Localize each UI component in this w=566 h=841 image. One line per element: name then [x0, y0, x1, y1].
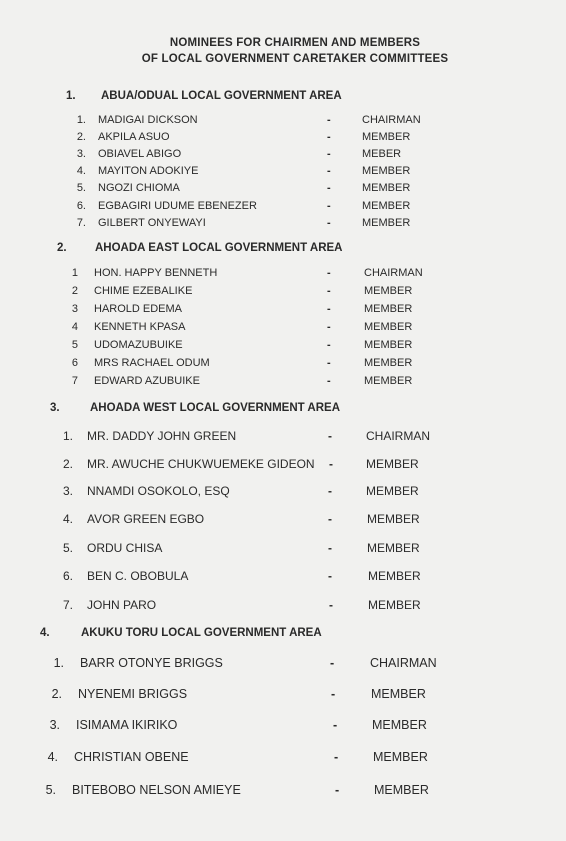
nominee-name: MR. AWUCHE CHUKWUEMEKE GIDEON — [87, 457, 315, 471]
item-number: 2. — [62, 457, 73, 471]
item-number: 6. — [62, 569, 73, 583]
separator-dash: - — [327, 165, 331, 177]
separator-dash: - — [327, 375, 331, 387]
nominee-name: MR. DADDY JOHN GREEN — [87, 429, 237, 443]
nominee-name: EDWARD AZUBUIKE — [94, 375, 200, 387]
section-number: 4. — [40, 627, 50, 639]
separator-dash: - — [327, 200, 331, 212]
item-number: 3 — [71, 303, 78, 315]
nominee-role: CHAIRMAN — [364, 267, 423, 279]
nominee-name: NGOZI CHIOMA — [98, 182, 180, 194]
item-number: 7. — [76, 217, 86, 229]
nominee-name: MRS RACHAEL ODUM — [94, 357, 210, 369]
nominee-role: MEMBER — [367, 512, 420, 526]
item-number: 4 — [71, 321, 78, 333]
item-number: 3. — [62, 484, 73, 498]
separator-dash: - — [327, 267, 331, 279]
nominee-role: MEMBER — [368, 569, 421, 583]
separator-dash: - — [327, 131, 331, 143]
separator-dash: - — [333, 718, 338, 732]
nominee-role: CHAIRMAN — [370, 656, 437, 670]
nominee-name: BEN C. OBOBULA — [87, 569, 189, 583]
nominee-role: MEMBER — [364, 303, 413, 315]
nominee-name: AKPILA ASUO — [98, 131, 170, 143]
nominee-name: JOHN PARO — [87, 598, 157, 612]
nominee-name: MAYITON ADOKIYE — [98, 165, 199, 177]
separator-dash: - — [328, 512, 332, 526]
nominee-name: ORDU CHISA — [87, 541, 163, 555]
nominee-name: OBIAVEL ABIGO — [98, 148, 182, 160]
separator-dash: - — [328, 541, 332, 555]
nominee-name: CHIME EZEBALIKE — [94, 285, 193, 297]
document-title-line-1: NOMINEES FOR CHAIRMEN AND MEMBERS — [169, 37, 421, 49]
separator-dash: - — [327, 321, 331, 333]
item-number: 7 — [71, 375, 78, 387]
nominee-name: NNAMDI OSOKOLO, ESQ — [87, 484, 230, 498]
separator-dash: - — [329, 598, 333, 612]
nominee-role: MEMBER — [374, 783, 429, 797]
separator-dash: - — [327, 285, 331, 297]
nominee-role: MEMBER — [364, 357, 413, 369]
item-number: 2. — [51, 687, 62, 701]
separator-dash: - — [327, 148, 331, 160]
separator-dash: - — [331, 687, 336, 701]
item-number: 1 — [71, 267, 78, 279]
nominee-name: KENNETH KPASA — [94, 321, 186, 333]
separator-dash: - — [330, 656, 335, 670]
section-title: AHOADA WEST LOCAL GOVERNMENT AREA — [90, 402, 341, 414]
nominee-role: MEMBER — [368, 598, 421, 612]
item-number: 1. — [62, 429, 73, 443]
document-title-line-2: OF LOCAL GOVERNMENT CARETAKER COMMITTEES — [141, 53, 449, 65]
nominee-name: ISIMAMA IKIRIKO — [76, 718, 178, 732]
nominee-role: MEMBER — [367, 541, 420, 555]
nominee-name: UDOMAZUBUIKE — [94, 339, 183, 351]
item-number: 5. — [62, 541, 73, 555]
nominee-role: MEMBER — [362, 200, 411, 212]
item-number: 6. — [76, 200, 86, 212]
nominee-role: MEMBER — [371, 687, 426, 701]
separator-dash: - — [327, 339, 331, 351]
nominee-name: CHRISTIAN OBENE — [74, 750, 189, 764]
section-number: 3. — [50, 402, 60, 414]
nominee-role: MEMBER — [362, 182, 411, 194]
nominee-role: MEMBER — [366, 457, 419, 471]
item-number: 5. — [76, 182, 86, 194]
item-number: 1. — [53, 656, 64, 670]
item-number: 5. — [45, 783, 56, 797]
separator-dash: - — [328, 429, 332, 443]
nominee-role: CHAIRMAN — [366, 429, 431, 443]
item-number: 4. — [76, 165, 86, 177]
item-number: 2 — [71, 285, 78, 297]
nominee-name: HAROLD EDEMA — [94, 303, 183, 315]
section-title: ABUA/ODUAL LOCAL GOVERNMENT AREA — [101, 90, 342, 102]
nominee-role: MEMBER — [364, 321, 413, 333]
item-number: 7. — [62, 598, 73, 612]
nominee-role: CHAIRMAN — [362, 114, 421, 126]
section-number: 1. — [66, 90, 76, 102]
nominee-role: MEMBER — [362, 165, 411, 177]
separator-dash: - — [327, 182, 331, 194]
nominee-name: HON. HAPPY BENNETH — [94, 267, 218, 279]
nominee-name: BARR OTONYE BRIGGS — [80, 656, 223, 670]
nominee-role: MEMBER — [373, 750, 428, 764]
nominee-role: MEBER — [362, 148, 402, 160]
item-number: 3. — [49, 718, 60, 732]
item-number: 4. — [62, 512, 73, 526]
item-number: 3. — [76, 148, 86, 160]
nominee-role: MEMBER — [362, 217, 411, 229]
nominee-name: GILBERT ONYEWAYI — [98, 217, 206, 229]
item-number: 1. — [76, 114, 86, 126]
nominee-name: BITEBOBO NELSON AMIEYE — [72, 783, 241, 797]
separator-dash: - — [335, 783, 340, 797]
item-number: 2. — [76, 131, 86, 143]
section-number: 2. — [57, 242, 67, 254]
separator-dash: - — [327, 357, 331, 369]
item-number: 4. — [47, 750, 58, 764]
nominee-role: MEMBER — [362, 131, 411, 143]
nominee-role: MEMBER — [364, 339, 413, 351]
separator-dash: - — [329, 457, 333, 471]
nominee-name: EGBAGIRI UDUME EBENEZER — [98, 200, 257, 212]
nominee-role: MEMBER — [364, 285, 413, 297]
separator-dash: - — [327, 114, 331, 126]
separator-dash: - — [327, 217, 331, 229]
separator-dash: - — [327, 303, 331, 315]
separator-dash: - — [328, 484, 332, 498]
separator-dash: - — [334, 750, 339, 764]
nominee-name: NYENEMI BRIGGS — [78, 687, 188, 701]
item-number: 6 — [71, 357, 78, 369]
item-number: 5 — [71, 339, 78, 351]
nominee-name: MADIGAI DICKSON — [98, 114, 198, 126]
nominee-role: MEMBER — [372, 718, 427, 732]
nominee-name: AVOR GREEN EGBO — [87, 512, 205, 526]
nominee-role: MEMBER — [364, 375, 413, 387]
section-title: AHOADA EAST LOCAL GOVERNMENT AREA — [95, 242, 343, 254]
section-title: AKUKU TORU LOCAL GOVERNMENT AREA — [81, 627, 322, 639]
separator-dash: - — [328, 569, 332, 583]
nominee-role: MEMBER — [366, 484, 419, 498]
